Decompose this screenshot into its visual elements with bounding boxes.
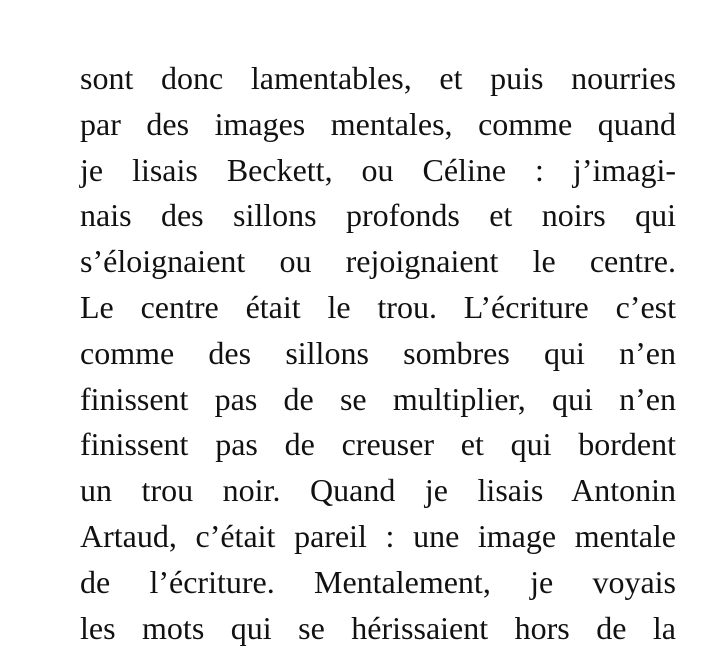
text-line: de l’écriture. Mentalement, je voyais xyxy=(80,563,676,600)
text-line: par des images mentales, comme quand xyxy=(80,105,676,142)
text-line: je lisais Beckett, ou Céline : j’imagi- xyxy=(80,151,676,188)
text-line: Artaud, c’était pareil : une image mentale xyxy=(80,517,676,554)
text-line: finissent pas de se multiplier, qui n’en xyxy=(80,380,676,417)
text-line: s’éloignaient ou rejoignaient le centre. xyxy=(80,243,676,280)
text-line: Le centre était le trou. L’écriture c’est xyxy=(80,288,676,325)
text-line: sont donc lamentables, et puis nourries xyxy=(80,60,676,96)
text-line: les mots qui se hérissaient hors de la xyxy=(80,609,676,646)
text-line: un trou noir. Quand je lisais Antonin xyxy=(80,472,676,509)
text-line: nais des sillons profonds et noirs qui xyxy=(80,197,676,234)
text-line: comme des sillons sombres qui n’en xyxy=(80,334,676,371)
body-text xyxy=(80,56,676,651)
text-line: finissent pas de creuser et qui bordent xyxy=(80,426,676,463)
